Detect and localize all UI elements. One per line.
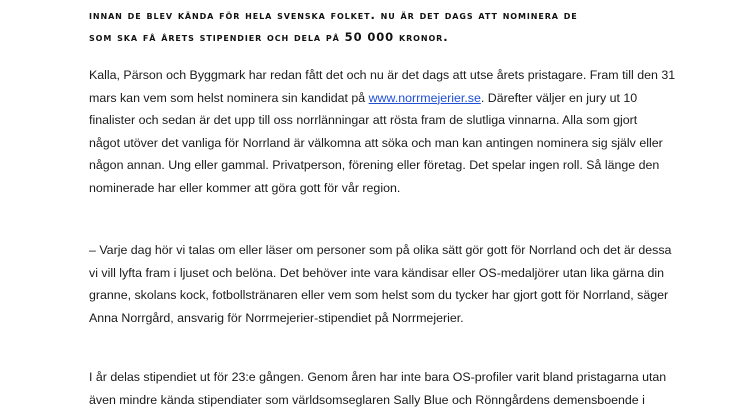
paragraph-1-line-2 <box>89 87 709 110</box>
paragraph-2-line-1: – Varje dag hör vi talas om eller läser om personer som på olika sätt gör gott för Norrland och det är dessa <box>89 243 672 257</box>
body-paragraph-2 <box>89 239 709 329</box>
body-paragraph-3 <box>89 366 709 411</box>
paragraph-1-line-2-after: . Därefter väljer en jury ut 10 <box>480 90 638 105</box>
paragraph-3-line-2: även mindre kända stipendiater som världsomseglaren Sally Blue och Rönngårdens demensboende i <box>89 392 645 407</box>
paragraph-1-line-5: någon annan. Ung eller gammal. Privatperson, förening eller företag. Det spelar ingen roll. Så länge den <box>89 158 660 173</box>
paragraph-2-line-2: vi vill lyfta fram i ljuset och belöna. Det behöver inte vara kändisar eller OS-medaljörer utan lika gärna din <box>89 265 665 280</box>
lead-paragraph <box>89 4 709 48</box>
paragraph-1-line-4: något utöver det vanliga för Norrland är välkomna att söka och man kan antingen nominera sig själv eller <box>89 135 663 150</box>
lead-line-1: innan de blev kända för hela svenska folket. nu är det dags att nominera de <box>89 8 578 22</box>
paragraph-1-line-1: Kalla, Pärson och Byggmark har redan fått det och nu är det dags att utse årets pristagare. Fram till den 31 <box>89 68 676 82</box>
paragraph-1-line-2-before: mars kan vem som helst nominera sin kandidat på <box>89 90 369 105</box>
lead-line-2: som ska få årets stipendier och dela på 50 000 kronor. <box>89 30 449 44</box>
paragraph-2-line-4: Anna Norrgård, ansvarig för Norrmejerier-stipendiet på Norrmejerier. <box>89 310 464 325</box>
body-paragraph-1 <box>89 64 709 200</box>
paragraph-1-line-6: nominerade har eller kommer att göra gott för vår region. <box>89 180 401 195</box>
paragraph-1-line-3: finalister och sedan är det upp till oss norrlänningar att rösta fram de slutliga vinnarna. Alla som gjort <box>89 113 638 128</box>
paragraph-2-line-3: granne, skolans kock, fotbollstränaren eller vem som helst som du tycker har gjort gott för Norrland, säger <box>89 288 669 303</box>
paragraph-3-line-1: I år delas stipendiet ut för 23:e gången. Genom åren har inte bara OS-profiler varit bland pristagarna utan <box>89 370 667 384</box>
norrmejerier-link[interactable]: www.norrmejerier.se <box>368 90 481 105</box>
